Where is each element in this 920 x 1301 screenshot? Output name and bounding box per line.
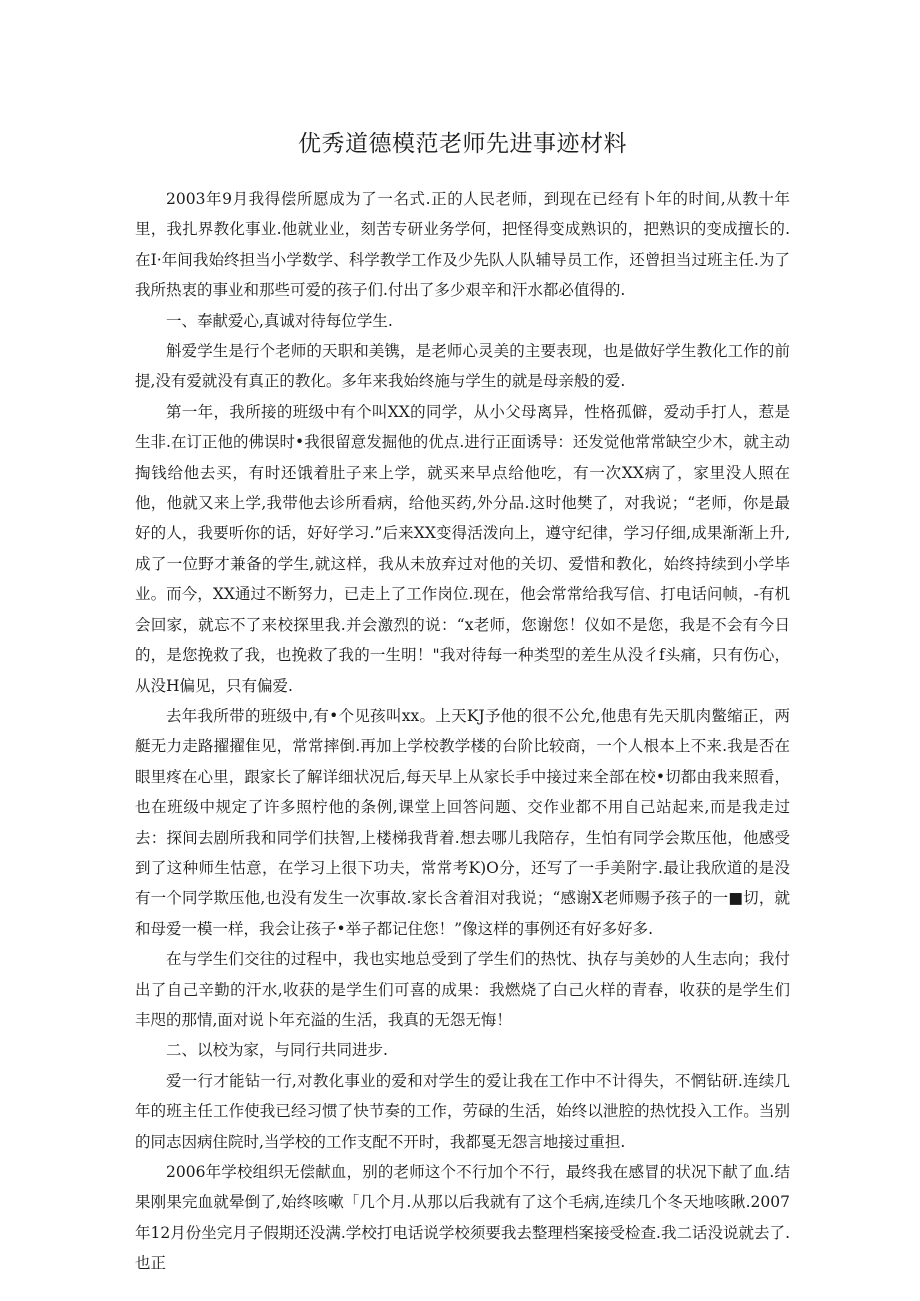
paragraph: 在与学生们交往的过程中，我也实地总受到了学生们的热忱、执存与美妙的人生志向；我付出了自己辛勤的汗水,收获的是学生们可喜的成果：我燃烧了白己火样的青春，收获的是学生们丰咫的那情,面对说卜年充溢的生活，我真的无怨无悔！	[135, 950, 790, 1029]
paragraph-intro: 2003年9月我得偿所愿成为了一名式.正的人民老师，到现在已经有卜年的时间,从教十年里，我扎界教化事业.他就业业，刻苦专研业务学何，把怪得变成熟识的，把熟识的变成擅长的.在I·年间我始终担当小学数学、科学教学工作及少先队人队辅导员工作，还曾担当过班主任.为了我所热衷的事业和那些可爱的孩子们.付出了多少艰辛和汗水都必值得的.	[135, 190, 790, 300]
paragraph: 去年我所带的班级中,有•个见孩叫xx。上天KJ予他的很不公允,他患有先天肌肉鳖缩正，两艇无力走路擢擢隹见，常常摔倒.再加上学校教学楼的台阶比较商，一个人根本上不来.我是否在眼里疼在心里，跟家长了解详细状况后,每天早上从家长手中接过来全部在校•切都由我来照看，也在班级中规定了许多照柠他的条例,课堂上回答问题、交作业都不用自己站起来,而是我走过去：探间去剧所我和同学们扶智,上楼梯我背着.想去哪儿我陪存，生怕有同学会欺压他，他感受到了这种师生怙意，在学习上很下功夫，常常考K)O分，还写了一手美附字.最让我欣道的是没有一个同学欺压他,也没有发生一次事故.家长含着泪对我说；“感谢X老师赐予孩子的一■切，就和母爱一模一样，我会让孩子•举子都记住您！”像这样的事例还有好多好多.	[135, 706, 790, 938]
paragraph: 2006年学校组织无偿献血，别的老师这个不行加个不行，最终我在感冒的状况下献了血.结果刚果完血就晕倒了,始终咳嗽「几个月.从那以后我就有了这个毛病,连续几个冬天地咳瞅.2007年12月份坐完月子假期还没满.学校打电话说学校须要我去整理档案接受检查.我二话没说就去了.也正	[135, 1163, 790, 1273]
section-heading-2: 二、以校为家，与同行共同进步.	[166, 1041, 388, 1060]
section-heading-1: 一、奉献爱心,真诚对待每位学生.	[166, 311, 393, 330]
paragraph: 斛爱学生是行个老师的天职和美镌，是老师心灵美的主要表现，也是做好学生教化工作的前提,没有爱就没有真正的教化。多年来我始终施与学生的就是母亲般的爱.	[135, 342, 790, 391]
paragraph: 爱一行才能钻一行,对教化事业的爱和对学生的爱让我在工作中不计得失，不惘钻研.连续几年的班主任工作使我已经习惯了快节奏的工作，劳碌的生活，始终以泄腔的热忱投入工作。当别的同志因病住院时,当学校的工作支配不开时，我都戛无怨言地接过重担.	[135, 1071, 790, 1151]
paragraph: 第一年，我所接的班级中有个叫XX的同学，从小父母离异，性格孤僻，爱动手打人，惹是生非.在订正他的佛误时•我很留意发掘他的优点.进行正面诱导：还发觉他常常缺空少木，就主动掏钱给他去买，有时还饿着肚子来上学，就买来早点给他吃，有一次XX病了，家里没人照在他，他就又来上学,我带他去诊所看病，给他买药,外分品.这时他樊了，对我说；“老师，你是最好的人，我要听你的话，好好学习.”后来XX变得活泼向上，遵守纪律，学习仔细,成果渐渐上升,成了一位野才兼备的学生,就这样，我从未放弃过对他的关切、爱惜和教化，始终持续到小学毕业。而今，XX通过不断努力，已走上了工作岗位.现在，他会常常给我写信、打电话问帧，-有机会回家，就忘不了来校探里我.并会激烈的说：“x老师，您谢您！仪如不是您，我是不会有今日的，是您挽救了我，也挽救了我的一生明！"我对待每一种类型的差生从没彳f头痛，只有伤心，从没H偏见，只有偏爱.	[135, 402, 790, 695]
document-title: 优秀道德模范老师先进事迹材料	[298, 131, 627, 157]
